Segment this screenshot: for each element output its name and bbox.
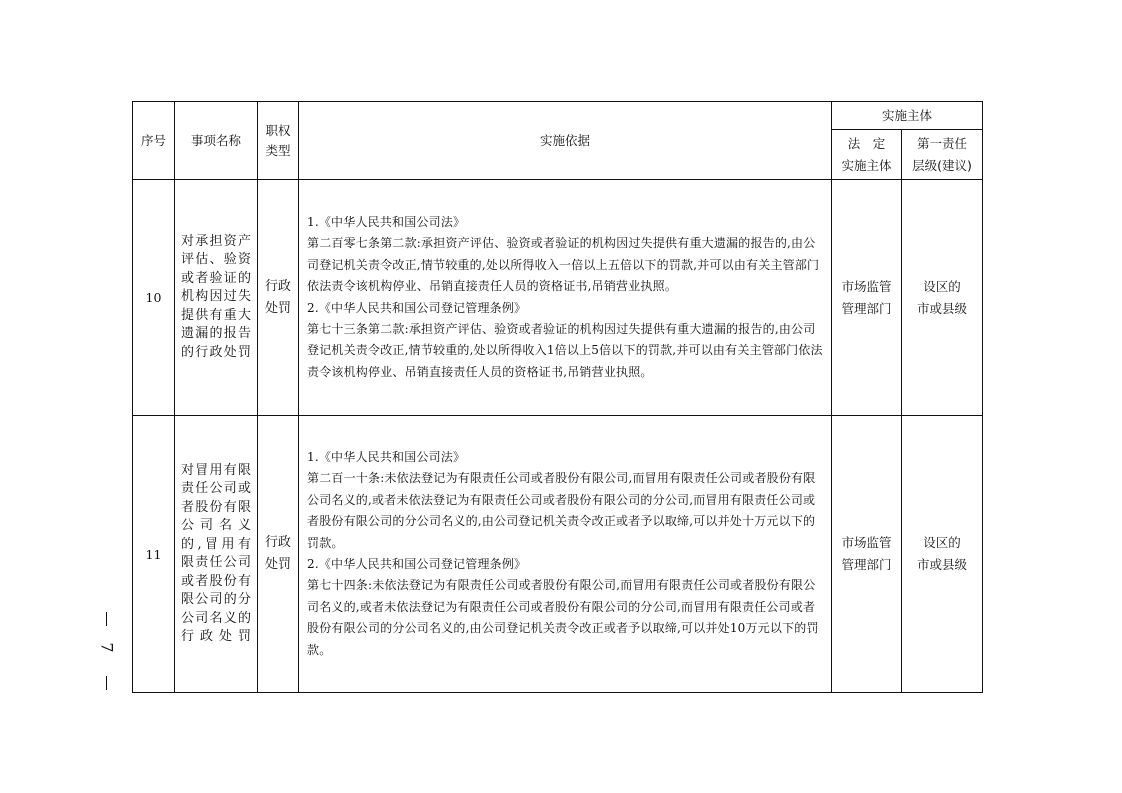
- row-seq: 10: [133, 180, 175, 416]
- row-legal-subject: 市场监管 管理部门: [832, 416, 902, 693]
- row-responsibility-level: 设区的 市或县级: [902, 180, 983, 416]
- basis-clause: 第七十三条第二款:承担资产评估、验资或者验证的机构因过失提供有重大遗漏的报告的,由公司登记机关责令改正,情节较重的,处以所得收入1倍以上5倍以下的罚款,并可以由有关主管部门依法责令该机构停业、吊销直接责任人员的资格证书,吊销营业执照。: [307, 321, 823, 379]
- page-number-dash: [106, 612, 107, 626]
- header-seq: 序号: [133, 102, 175, 180]
- row-item-name: 对冒用有限 责任公司或 者股份有限 公司名义 的,冒用有 限责任公司 或者股份有 限公司的分 公司名义的 行政处罚: [175, 416, 258, 693]
- basis-clause: 第七十四条:未依法登记为有限责任公司或者股份有限公司,而冒用有限责任公司或者股份有限公司名义的,或者未依法登记为有限责任公司或者股份有限公司的分公司,而冒用有限责任公司或者股份有限公司的分公司名义的,由公司登记机关责令改正或者予以取缔,可以并处10万元以下的罚款。: [307, 578, 819, 657]
- basis-clause: 第二百一十条:未依法登记为有限责任公司或者股份有限公司,而冒用有限责任公司或者股份有限公司名义的,或者未依法登记为有限责任公司或者股份有限公司的分公司,而冒用有限责任公司或者股份有限公司的分公司名义的,由公司登记机关责令改正或者予以取缔,可以并处十万元以下的罚款。: [307, 471, 816, 550]
- row-responsibility-level: 设区的 市或县级: [902, 416, 983, 693]
- row-authority-type: 行政 处罚: [258, 180, 299, 416]
- row-authority-type: 行政 处罚: [258, 416, 299, 693]
- row-seq: 11: [133, 416, 175, 693]
- header-basis: 实施依据: [299, 102, 832, 180]
- basis-law-title: 2.《中华人民共和国公司登记管理条例》: [307, 300, 527, 315]
- basis-clause: 第二百零七条第二款:承担资产评估、验资或者验证的机构因过失提供有重大遗漏的报告的,由公司登记机关责令改正,情节较重的,处以所得收入一倍以上五倍以下的罚款,并可以由有关主管部门依法责令该机构停业、吊销直接责任人员的资格证书,吊销营业执照。: [307, 236, 820, 294]
- page-number-text: 7: [97, 642, 117, 653]
- row-item-name: 对承担资产 评估、验资 或者验证的 机构因过失 提供有重大 遗漏的报告 的行政处罚: [175, 180, 258, 416]
- header-type: 职权 类型: [258, 102, 299, 180]
- row-basis: [299, 416, 832, 693]
- page-number: [92, 612, 122, 692]
- main-table: [132, 101, 983, 693]
- basis-law-title: 1.《中华人民共和国公司法》: [307, 214, 466, 229]
- basis-law-title: 2.《中华人民共和国公司登记管理条例》: [307, 557, 527, 571]
- table-row: [133, 416, 983, 693]
- table-row: [133, 180, 983, 416]
- row-legal-subject: 市场监管 管理部门: [832, 180, 902, 416]
- header-subject-group: 实施主体: [832, 102, 983, 130]
- page-number-dash: [106, 676, 107, 690]
- header-name: 事项名称: [175, 102, 258, 180]
- basis-law-title: 1.《中华人民共和国公司法》: [307, 449, 466, 464]
- header-responsibility-level: 第一责任 层级(建议): [902, 130, 983, 180]
- header-legal-subject: 法 定 实施主体: [832, 130, 902, 180]
- row-basis: [299, 180, 832, 416]
